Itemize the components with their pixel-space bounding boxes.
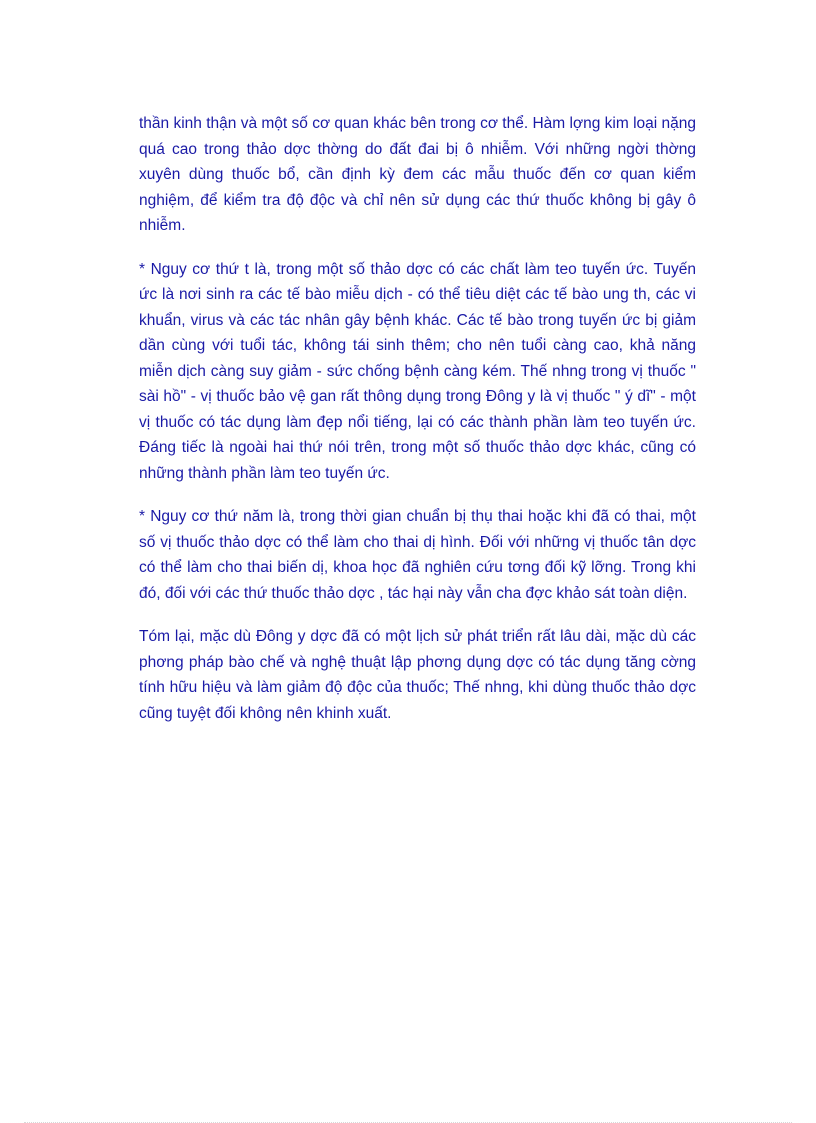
paragraph-risk-four: * Nguy cơ thứ t là, trong một số thảo dợc có các chất làm teo tuyến ức. Tuyến ức là nơi sinh ra các tế bào miễu dịch - có thể tiêu diệt các tế bào ung th, các vi khuẩn, virus và các tác nhân gây bệnh khác. Các tế bào trong tuyến ức bị giảm dần cùng với tuổi tác, không tái sinh thêm; cho nên tuổi càng cao, khả năng miễn dịch càng suy giảm - sức chống bệnh càng kém. Thế nhng trong vị thuốc " sài hồ" - vị thuốc bảo vệ gan rất thông dụng trong Đông y là vị thuốc " ý dĩ" - một vị thuốc có tác dụng làm đẹp nổi tiếng, lại có các thành phần làm teo tuyến ức. Đáng tiếc là ngoài hai thứ nói trên, trong một số thuốc thảo dợc khác, cũng có những thành phần làm teo tuyến ức. <box>139 260 696 482</box>
paragraph-conclusion: Tóm lại, mặc dù Đông y dợc đã có một lịch sử phát triển rất lâu dài, mặc dù các phơng pháp bào chế và nghệ thuật lập phơng dụng dợc có tác dụng tăng cờng tính hữu hiệu và làm giảm độ độc của thuốc; Thế nhng, khi dùng thuốc thảo dợc cũng tuyệt đối không nên khinh xuất. <box>139 628 696 722</box>
paragraph-risk-five: * Nguy cơ thứ năm là, trong thời gian chuẩn bị thụ thai hoặc khi đã có thai, một số vị thuốc thảo dợc có thể làm cho thai dị hình. Đối với những vị thuốc tân dợc có thể làm cho thai biến dị, khoa học đã nghiên cứu tơng đối kỹ lỡng. Trong khi đó, đối với các thứ thuốc thảo dợc , tác hại này vẫn cha đợc khảo sát toàn diện. <box>139 508 696 602</box>
paragraph-heavy-metals: thần kinh thận và một số cơ quan khác bên trong cơ thể. Hàm lợng kim loại nặng quá cao trong thảo dợc thờng do đất đai bị ô nhiễm. Với những ngời thờng xuyên dùng thuốc bổ, cần định kỳ đem các mẫu thuốc đến cơ quan kiểm nghiệm, để kiểm tra độ độc và chỉ nên sử dụng các thứ thuốc không bị gây ô nhiễm. <box>139 115 696 234</box>
document-body <box>139 111 696 726</box>
